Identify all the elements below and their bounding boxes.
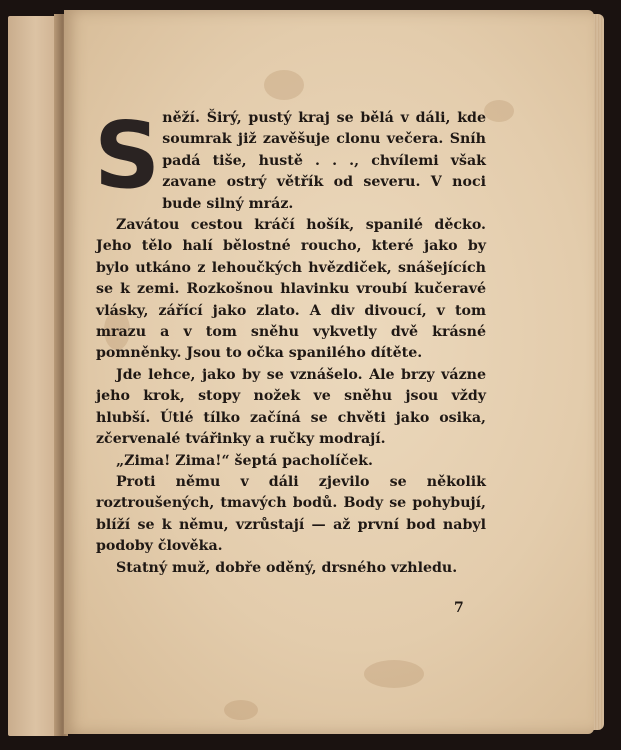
- paragraph: Jde lehce, jako by se vznášelo. Ale brzy vázne jeho krok, stopy nožek ve sněhu jsou vždy hlubší. Útlé tílko začíná se chvěti jako osika, zčervenalé tvářinky a ručky modrají.: [96, 366, 486, 448]
- paragraph: Zavátou cestou kráčí hošík, spanilé děcko. Jeho tělo halí bělostné roucho, které jako by bylo utkáno z lehoučkých hvězdiček, snášejících se k zemi. Rozkošnou hlavinku vroubí kučeravé vlásky, zářící jako zlato. A div divoucí, v tom mrazu a v tom sněhu vykvetly dvě krásné pomněnky. Jsou to očka spanilého dítěte.: [96, 217, 486, 362]
- paragraph: Statný muž, dobře oděný, drsného vzhledu.: [116, 559, 458, 576]
- paper-stain: [364, 660, 424, 688]
- left-page-edge: [8, 16, 58, 736]
- paper-stain: [484, 100, 514, 122]
- paragraph: Proti němu v dáli zjevilo se několik roztroušených, tmavých bodů. Body se pohybují, blíží se k němu, vzrůstají — až první bod nabyl podoby člověka.: [96, 473, 486, 555]
- page-number: 7: [454, 600, 464, 616]
- paper-stain: [224, 700, 258, 720]
- page-text: [94, 102, 486, 579]
- paragraph: „Zima! Zima!“ šeptá pacholíček.: [116, 452, 373, 469]
- paragraph: [94, 102, 486, 215]
- drop-cap: S: [94, 102, 161, 209]
- paragraph-text: něží. Širý, pustý kraj se bělá v dáli, kde soumrak již zavěšuje clonu večera. Sníh padá tiše, hustě . . ., chvílemi však zavane ostrý větřík od severu. V noci bude silný mráz.: [162, 110, 486, 212]
- paper-stain: [264, 70, 304, 100]
